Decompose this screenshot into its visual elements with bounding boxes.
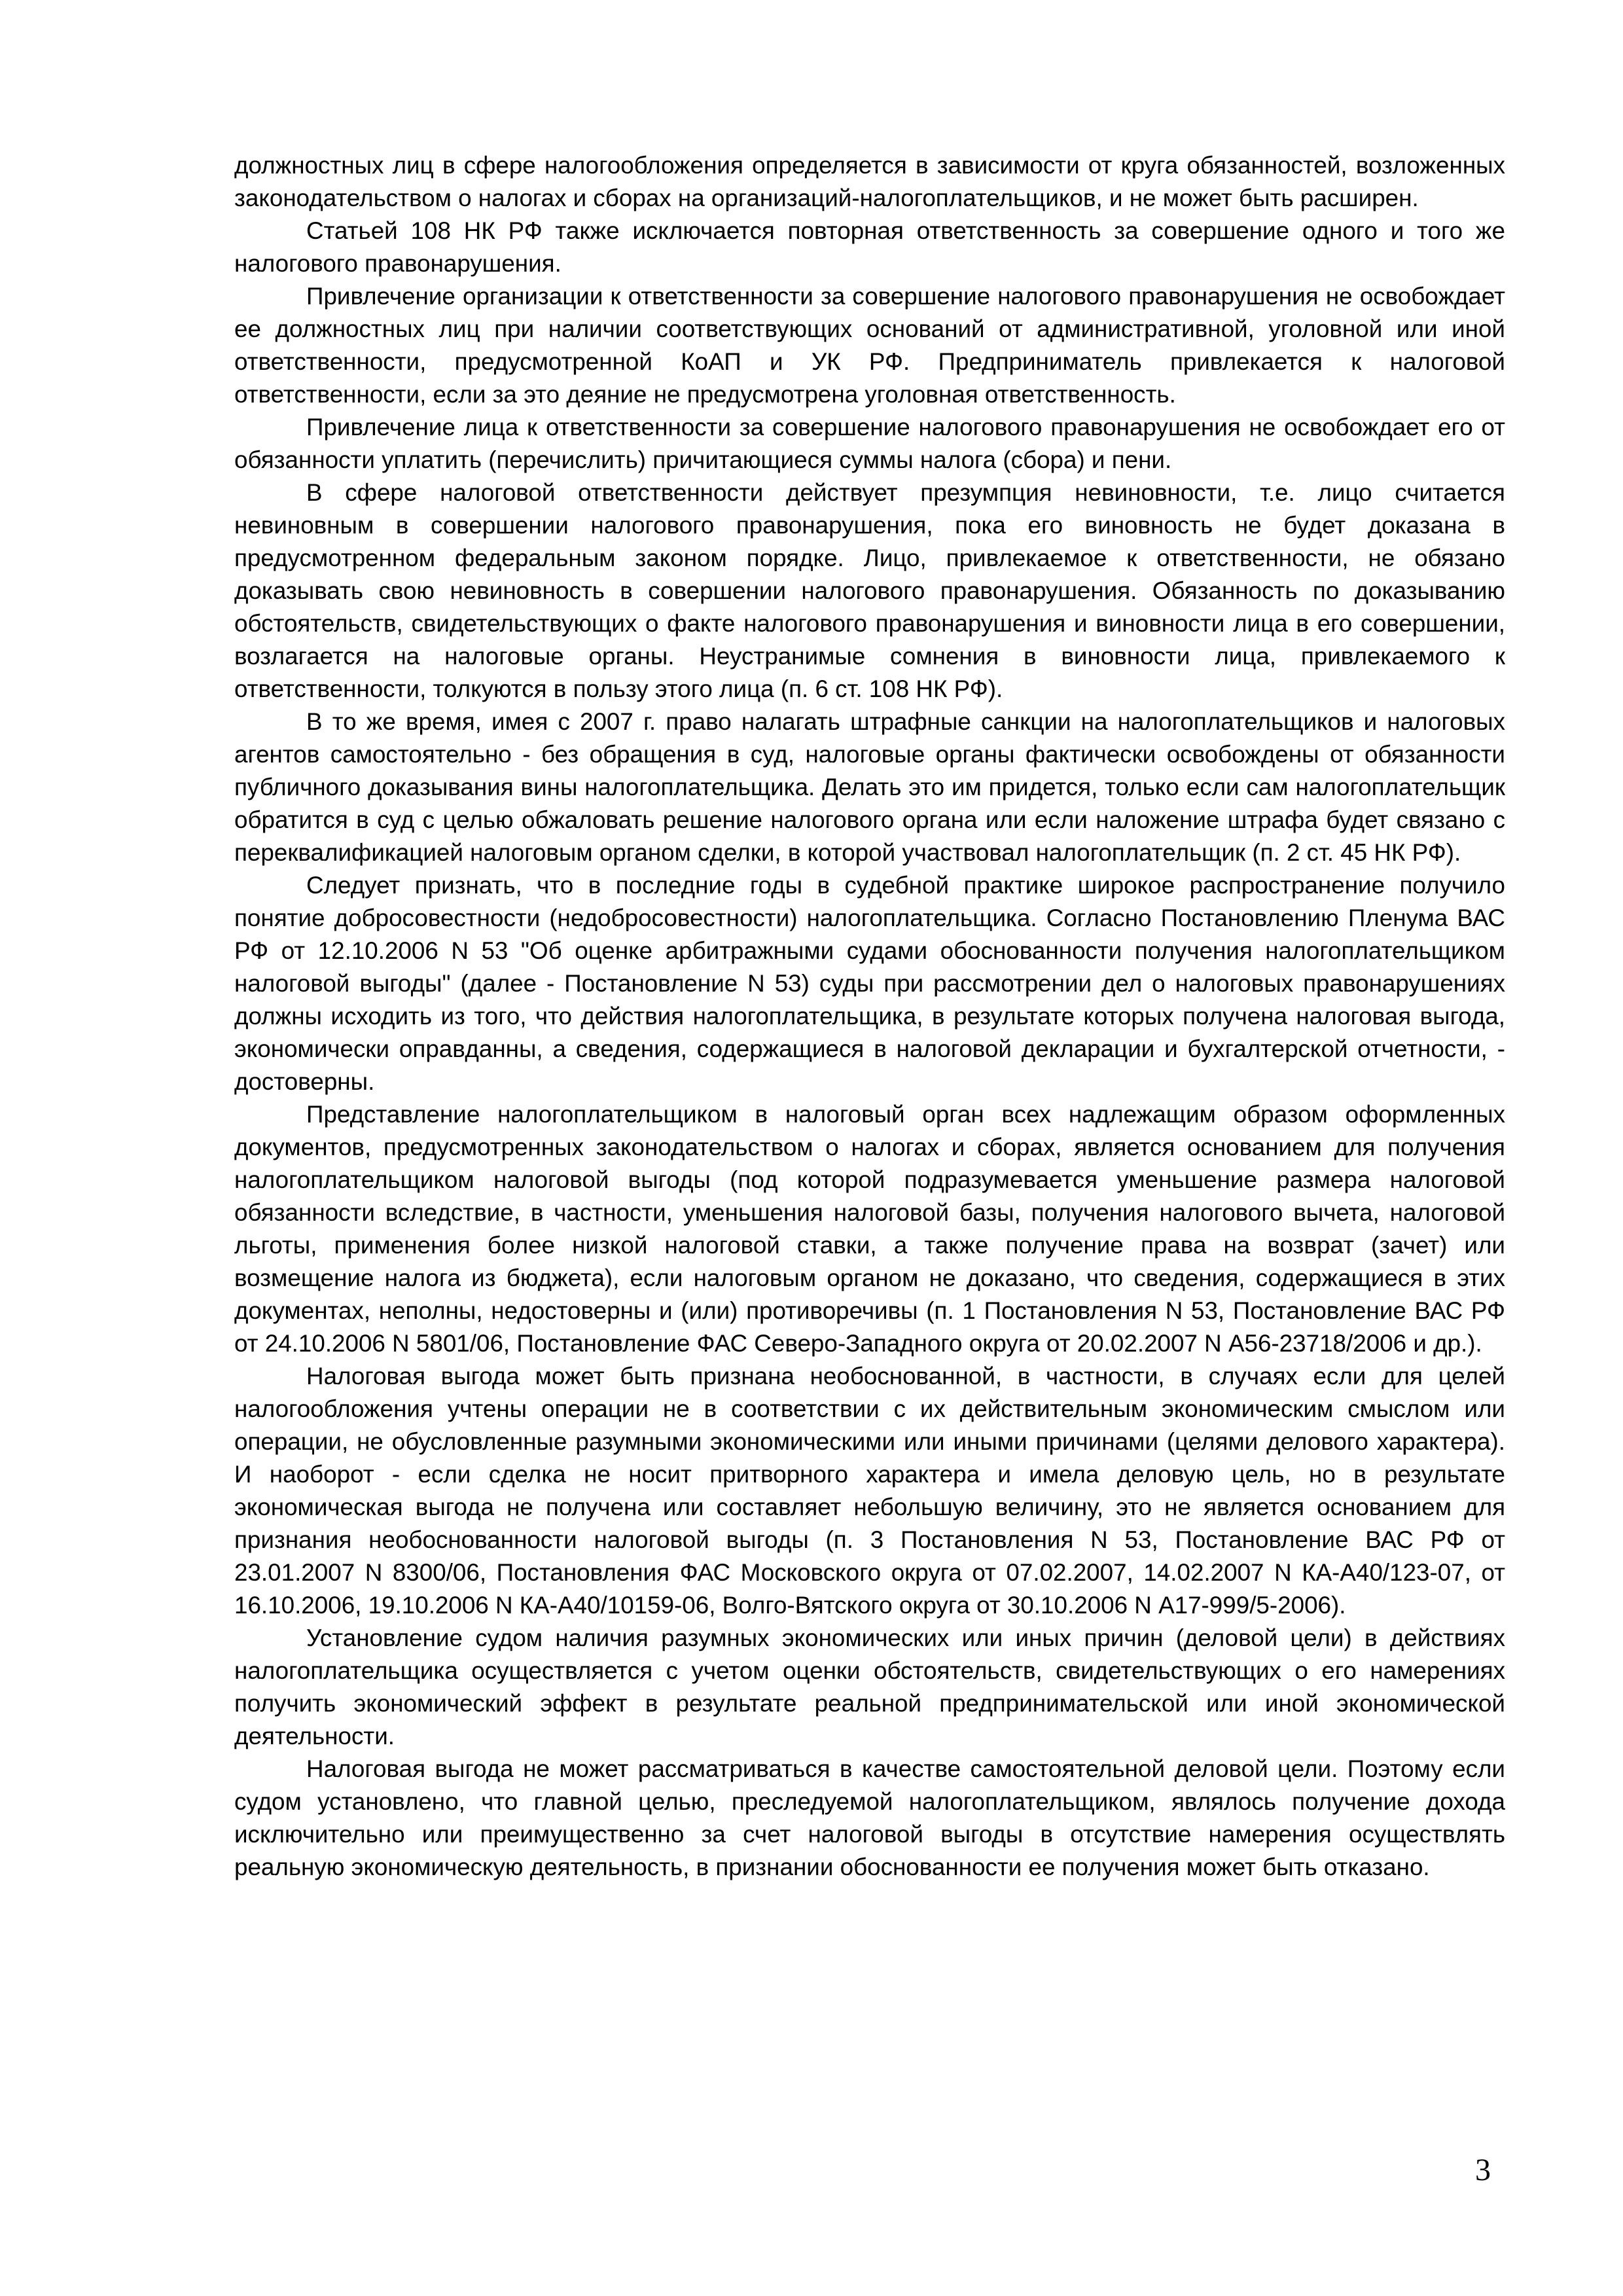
paragraph: Установление судом наличия разумных экономических или иных причин (деловой цели) в действиях налогоплательщика осуществляется с учетом оценки обстоятельств, свидетельствующих о его намерениях получить экономический эффект в результате реальной предпринимательской или иной экономической деятельности. — [234, 1624, 1505, 1749]
paragraph: Представление налогоплательщиком в налоговый орган всех надлежащим образом оформленных документов, предусмотренных законодательством о налогах и сборах, является основанием для получения налогоплательщиком налоговой выгоды (под которой подразумевается уменьшение размера налоговой обязанности вследствие, в частности, уменьшения налоговой базы, получения налогового вычета, налоговой льготы, применения более низкой налоговой ставки, а также получение права на возврат (зачет) или возмещение налога из бюджета), если налоговым органом не доказано, что сведения, содержащиеся в этих документах, неполны, недостоверны и (или) противоречивы (п. 1 Постановления N 53, Постановление ВАС РФ от 24.10.2006 N 5801/06, Постановление ФАС Северо-Западного округа от 20.02.2007 N А56-23718/2006 и др.). — [234, 1101, 1505, 1357]
paragraph: Привлечение организации к ответственности за совершение налогового правонарушения не освобождает ее должностных лиц при наличии соответствующих оснований от административной, уголовной или иной ответственности, предусмотренной КоАП и УК РФ. Предприниматель привлекается к налоговой ответственности, если за это деяние не предусмотрена уголовная ответственность. — [234, 283, 1505, 408]
paragraph-continuation: должностных лиц в сфере налогообложения определяется в зависимости от круга обязанностей, возложенных законодательством о налогах и сборах на организаций-налогоплательщиков, и не может быть расширен. — [234, 152, 1505, 211]
paragraph: В то же время, имея с 2007 г. право налагать штрафные санкции на налогоплательщиков и налоговых агентов самостоятельно - без обращения в суд, налоговые органы фактически освобождены от обязанности публичного доказывания вины налогоплательщика. Делать это им придется, только если сам налогоплательщик обратится в суд с целью обжаловать решение налогового органа или если наложение штрафа будет связано с переквалификацией налоговым органом сделки, в которой участвовал налогоплательщик (п. 2 ст. 45 НК РФ). — [234, 708, 1505, 866]
paragraph: Привлечение лица к ответственности за совершение налогового правонарушения не освобождает его от обязанности уплатить (перечислить) причитающиеся суммы налога (сбора) и пени. — [234, 414, 1505, 473]
page-number: 3 — [1475, 2153, 1491, 2187]
paragraph: В сфере налоговой ответственности действует презумпция невиновности, т.е. лицо считается невиновным в совершении налогового правонарушения, пока его виновность не будет доказана в предусмотренном федеральным законом порядке. Лицо, привлекаемое к ответственности, не обязано доказывать свою невиновность в совершении налогового правонарушения. Обязанность по доказыванию обстоятельств, свидетельствующих о факте налогового правонарушения и виновности лица в его совершении, возлагается на налоговые органы. Неустранимые сомнения в виновности лица, привлекаемого к ответственности, толкуются в пользу этого лица (п. 6 ст. 108 НК РФ). — [234, 479, 1505, 702]
document-body — [234, 149, 1505, 1884]
paragraph: Следует признать, что в последние годы в судебной практике широкое распространение получило понятие добросовестности (недобросовестности) налогоплательщика. Согласно Постановлению Пленума ВАС РФ от 12.10.2006 N 53 "Об оценке арбитражными судами обоснованности получения налогоплательщиком налоговой выгоды" (далее - Постановление N 53) суды при рассмотрении дел о налоговых правонарушениях должны исходить из того, что действия налогоплательщика, в результате которых получена налоговая выгода, экономически оправданны, а сведения, содержащиеся в налоговой декларации и бухгалтерской отчетности, - достоверны. — [234, 872, 1505, 1095]
paragraph: Статьей 108 НК РФ также исключается повторная ответственность за совершение одного и того же налогового правонарушения. — [234, 217, 1505, 277]
paragraph: Налоговая выгода может быть признана необоснованной, в частности, в случаях если для целей налогообложения учтены операции не в соответствии с их действительным экономическим смыслом или операции, не обусловленные разумными экономическими или иными причинами (целями делового характера). И наоборот - если сделка не носит притворного характера и имела деловую цель, но в результате экономическая выгода не получена или составляет небольшую величину, это не является основанием для признания необоснованности налоговой выгоды (п. 3 Постановления N 53, Постановление ВАС РФ от 23.01.2007 N 8300/06, Постановления ФАС Московского округа от 07.02.2007, 14.02.2007 N КА-А40/123-07, от 16.10.2006, 19.10.2006 N КА-А40/10159-06, Волго-Вятского округа от 30.10.2006 N А17-999/5-2006). — [234, 1363, 1505, 1619]
paragraph: Налоговая выгода не может рассматриваться в качестве самостоятельной деловой цели. Поэтому если судом установлено, что главной целью, преследуемой налогоплательщиком, являлось получение дохода исключительно или преимущественно за счет налоговой выгоды в отсутствие намерения осуществлять реальную экономическую деятельность, в признании обоснованности ее получения может быть отказано. — [234, 1755, 1505, 1880]
